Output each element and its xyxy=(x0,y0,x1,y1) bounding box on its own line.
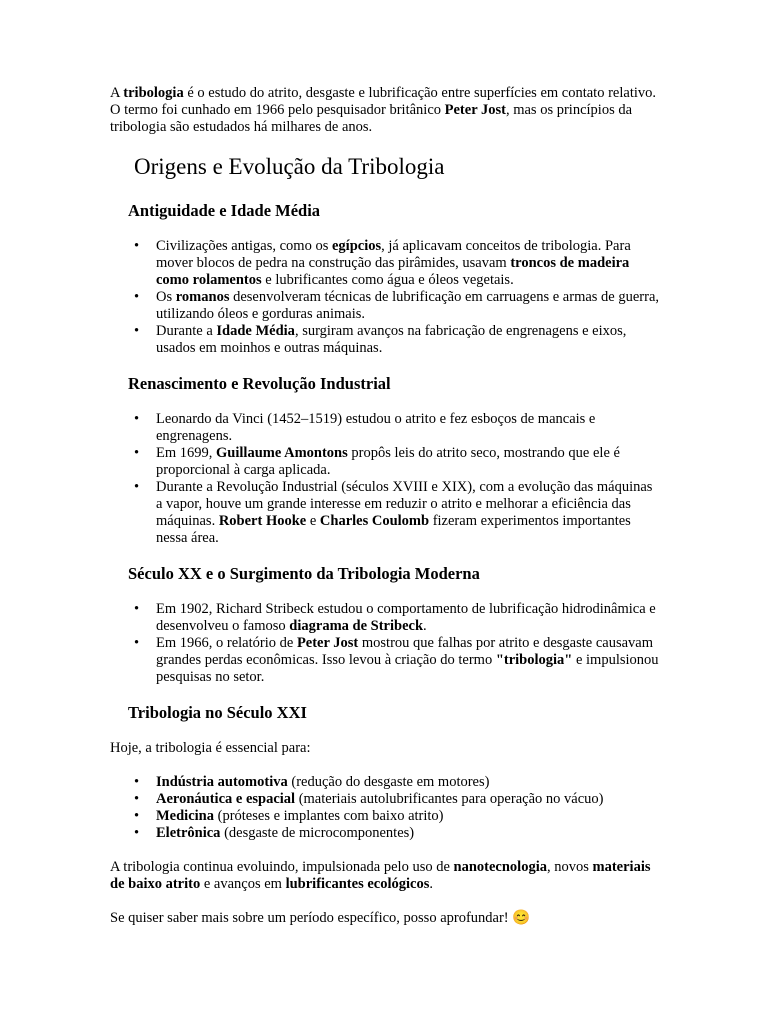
text-run: (próteses e implantes com baixo atrito) xyxy=(214,808,444,824)
bold-text: Guillaume Amontons xyxy=(216,445,348,461)
intro-paragraph xyxy=(110,85,660,136)
bold-text: "tribologia" xyxy=(495,652,573,668)
text-run: (redução do desgaste em motores) xyxy=(287,774,490,790)
list-item xyxy=(156,323,660,357)
text-run: Em 1966, o relatório de xyxy=(156,635,297,651)
bold-text: troncos de madeira como rolamentos xyxy=(156,255,630,288)
list-item xyxy=(156,479,660,547)
text-run: Civilizações antigas, como os xyxy=(156,238,332,254)
section-lead: Hoje, a tribologia é essencial para: xyxy=(110,740,311,756)
bold-text: Idade Média xyxy=(216,323,295,339)
bullet-list xyxy=(110,238,660,357)
text-run: . xyxy=(423,618,427,634)
bold-text: Indústria automotiva xyxy=(156,774,288,790)
list-item xyxy=(156,289,660,323)
text-run: Durante a Revolução Industrial (séculos XVIII e XIX), com a evolução das máquinas a vapor, houve um grande interesse em reduzir o atrito e melhorar a eficiência das máquinas. xyxy=(156,479,653,529)
text-run: propôs leis do atrito seco, mostrando que ele é proporcional à carga aplicada. xyxy=(156,445,620,478)
closing-paragraph xyxy=(110,859,660,893)
bullet-list xyxy=(110,411,660,547)
text-run: (desgaste de microcomponentes) xyxy=(220,825,415,841)
text-run: A tribologia continua evoluindo, impulsionada pelo uso de xyxy=(110,859,454,875)
section-heading: Século XX e o Surgimento da Tribologia Moderna xyxy=(128,564,480,583)
text-run: e avanços em xyxy=(200,876,286,892)
bold-text: Medicina xyxy=(156,808,214,824)
list-item xyxy=(156,808,660,825)
final-note: Se quiser saber mais sobre um período específico, posso aprofundar! 😊 xyxy=(110,910,531,926)
bold-text: Aeronáutica e espacial xyxy=(156,791,296,807)
list-item xyxy=(156,445,660,479)
bullet-list xyxy=(110,774,660,842)
list-item xyxy=(156,601,660,635)
list-item xyxy=(156,774,660,791)
text-run: e lubrificantes como água e óleos vegetais. xyxy=(261,272,514,288)
list-item xyxy=(156,825,660,842)
section-heading: Renascimento e Revolução Industrial xyxy=(128,374,391,393)
bold-text: romanos xyxy=(175,289,230,305)
text-run: mostrou que falhas por atrito e desgaste causavam grandes perdas econômicas. Isso levou à criação do termo xyxy=(156,635,654,668)
bold-text: diagrama de Stribeck xyxy=(289,618,424,634)
text-run: A xyxy=(110,85,124,101)
bold-text: egípcios xyxy=(331,238,382,254)
text-run: , já aplicavam conceitos de tribologia. Para mover blocos de pedra na construção das pirâmides, usavam xyxy=(156,238,631,271)
text-run: Durante a xyxy=(156,323,217,339)
text-run: Em 1699, xyxy=(156,445,217,461)
main-title: Origens e Evolução da Tribologia xyxy=(134,154,445,179)
list-item xyxy=(156,635,660,686)
section-heading: Tribologia no Século XXI xyxy=(128,703,307,722)
list-item xyxy=(156,411,660,445)
bold-text: tribologia xyxy=(123,85,184,101)
text-run: , novos xyxy=(546,859,593,875)
bold-text: Peter Jost xyxy=(296,635,359,651)
bold-text: lubrificantes ecológicos xyxy=(285,876,430,892)
text-run: , mas os princípios da tribologia são estudados há milhares de anos. xyxy=(110,102,633,135)
list-item xyxy=(156,238,660,289)
bold-text: nanotecnologia xyxy=(453,859,547,875)
text-run: Leonardo da Vinci (1452–1519) estudou o atrito e fez esboços de mancais e engrenagens. xyxy=(156,411,596,444)
bold-text: Eletrônica xyxy=(156,825,221,841)
bold-text: Peter Jost xyxy=(444,102,506,118)
bold-text: Charles Coulomb xyxy=(319,513,430,529)
text-run: , surgiram avanços na fabricação de engrenagens e eixos, usados em moinhos e outras máquinas. xyxy=(156,323,627,356)
text-run: Os xyxy=(156,289,176,305)
bold-text: materiais de baixo atrito xyxy=(110,859,651,892)
sections-container xyxy=(110,201,660,842)
text-run: fizeram experimentos importantes nessa área. xyxy=(156,513,631,546)
text-run: e xyxy=(306,513,320,529)
section-heading: Antiguidade e Idade Média xyxy=(128,201,321,220)
text-run: é o estudo do atrito, desgaste e lubrificação entre superfícies em contato relativo. O termo foi cunhado em 1966 pelo pesquisador britânico xyxy=(110,85,656,118)
text-run: desenvolveram técnicas de lubrificação em carruagens e armas de guerra, utilizando óleos e gorduras animais. xyxy=(156,289,660,322)
text-run: e impulsionou pesquisas no setor. xyxy=(156,652,659,685)
text-run: Em 1902, Richard Stribeck estudou o comportamento de lubrificação hidrodinâmica e desenvolveu o famoso xyxy=(156,601,656,634)
bullet-list xyxy=(110,601,660,686)
text-run: . xyxy=(429,876,433,892)
list-item xyxy=(156,791,660,808)
document-body xyxy=(110,85,660,927)
text-run: (materiais autolubrificantes para operação no vácuo) xyxy=(295,791,604,807)
bold-text: Robert Hooke xyxy=(218,513,307,529)
